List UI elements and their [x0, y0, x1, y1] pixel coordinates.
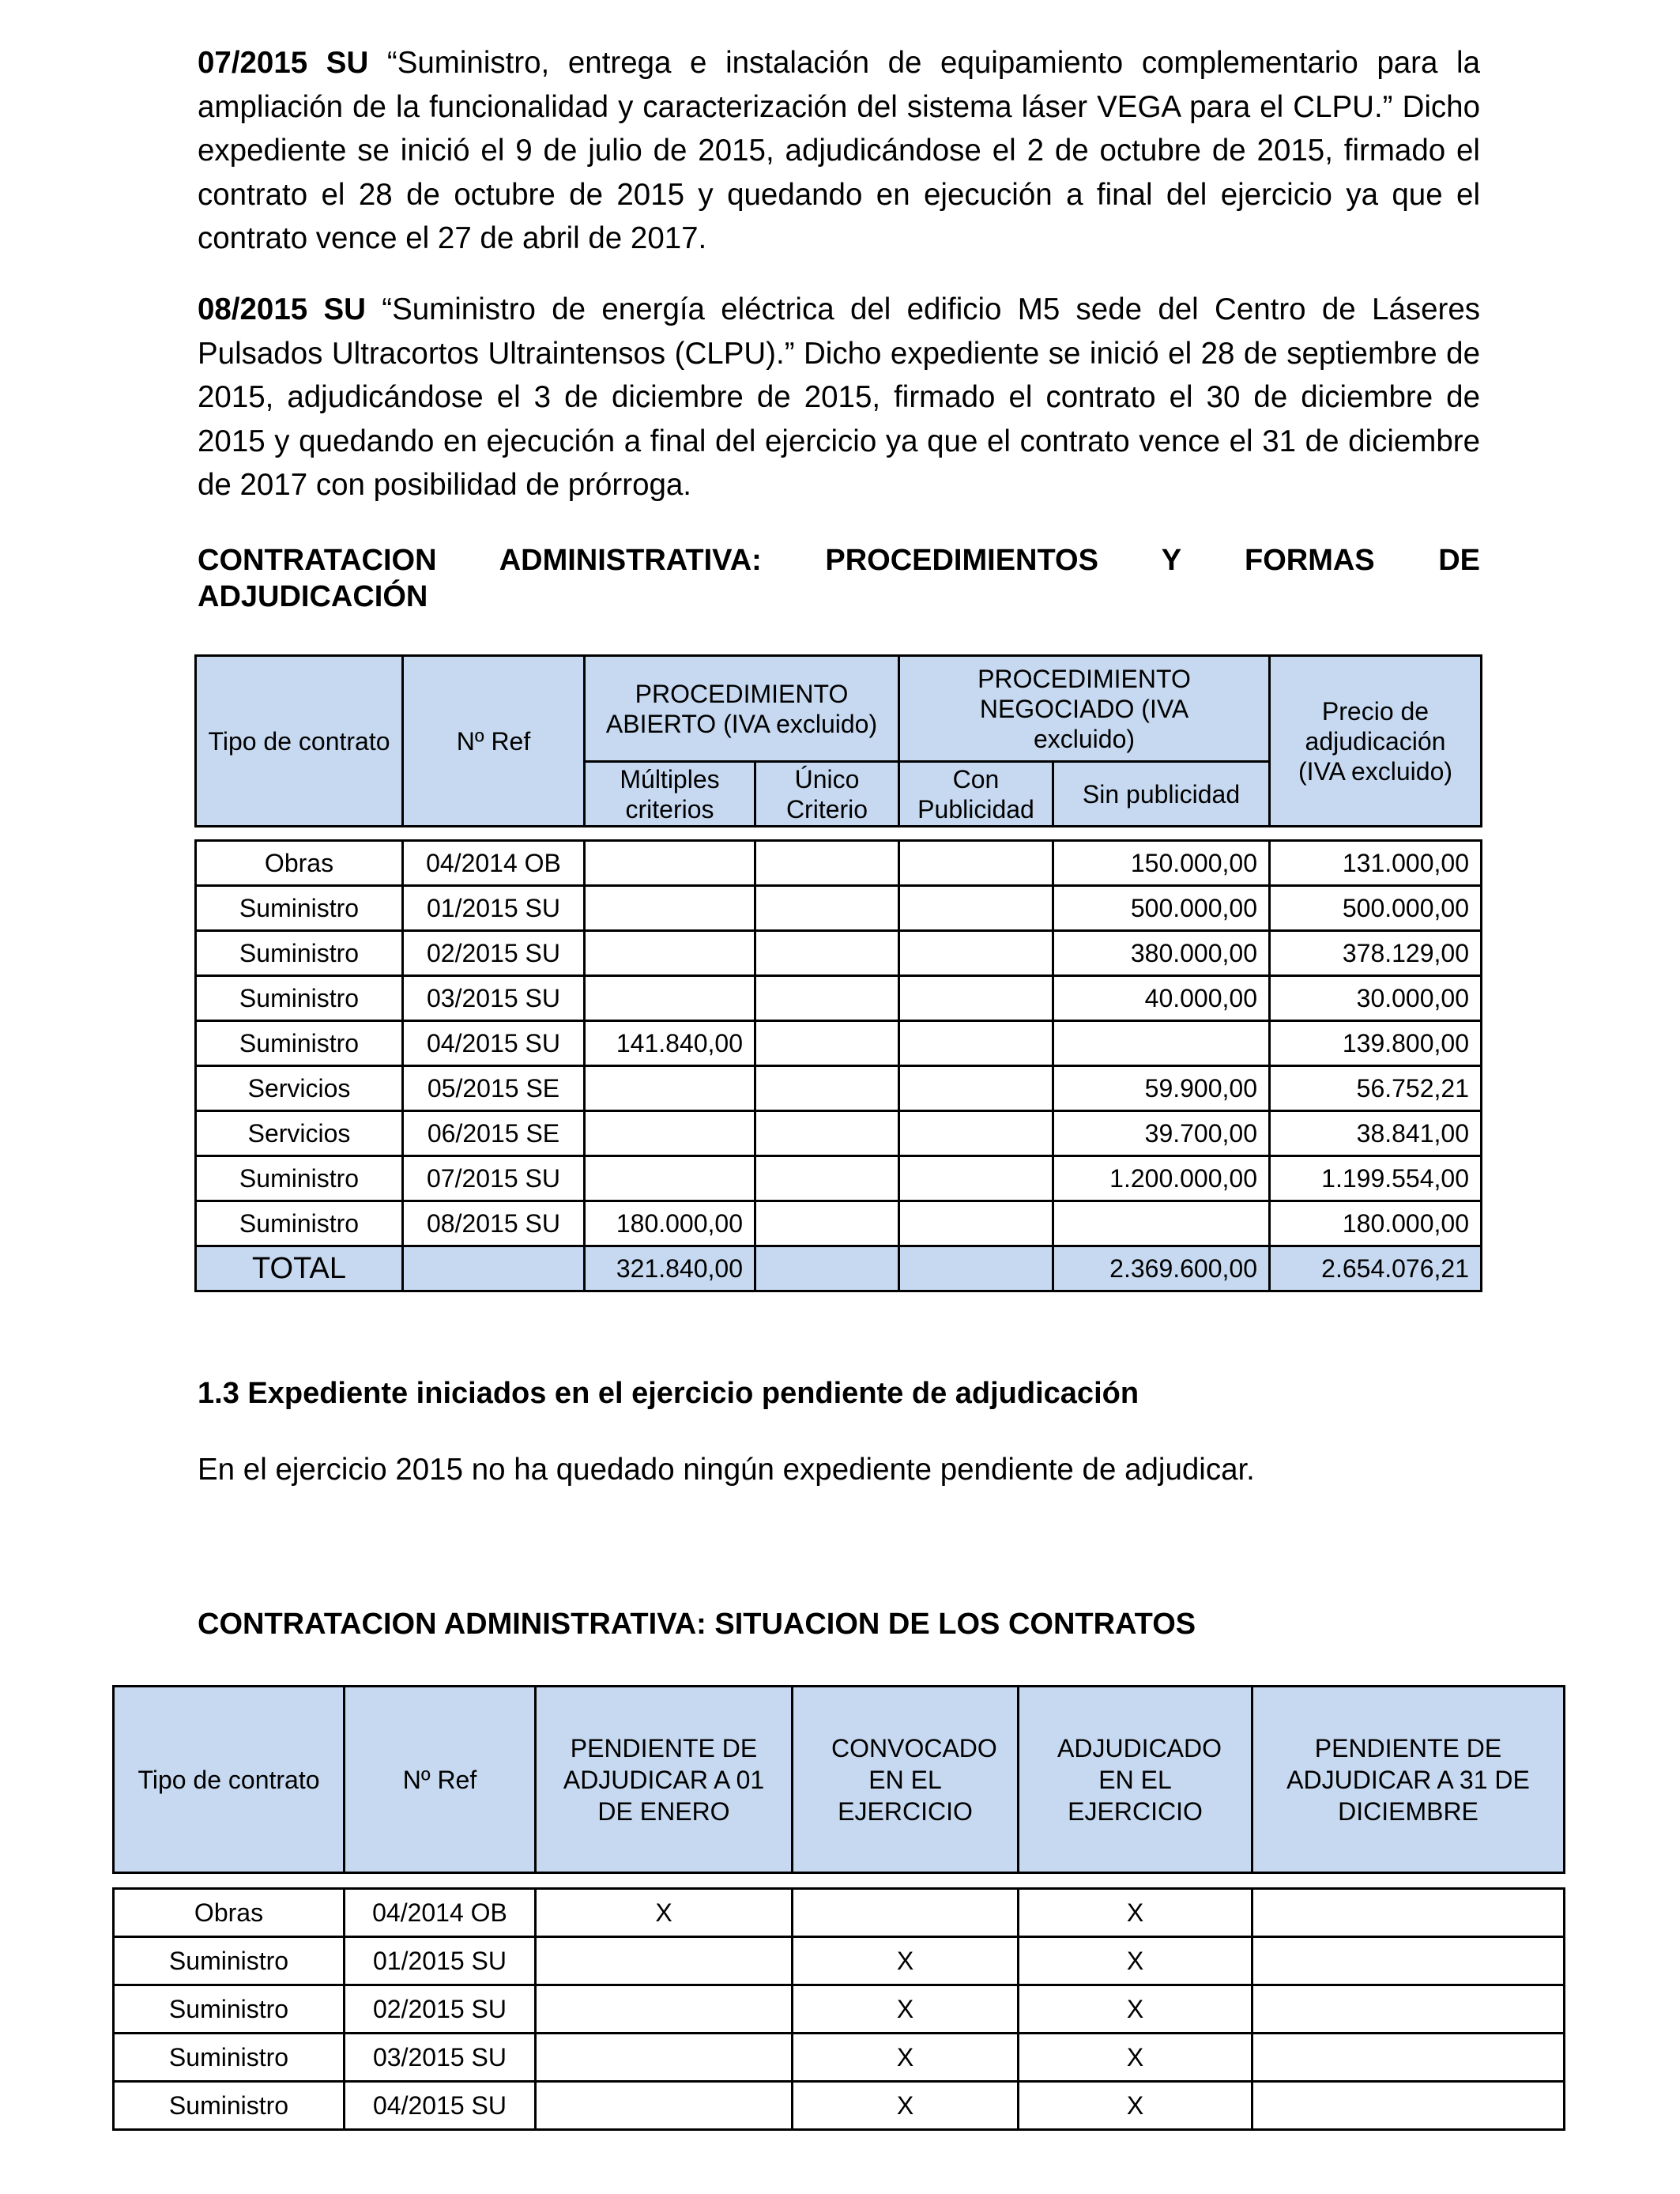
- cell-unico: [755, 1156, 899, 1201]
- cell-unico: [755, 1021, 899, 1066]
- paragraph-ref: 07/2015 SU: [198, 46, 369, 80]
- cell-multiples: [585, 976, 755, 1021]
- cell-multiples: [585, 1066, 755, 1111]
- cell-unico: [755, 1111, 899, 1156]
- table-row: [196, 1066, 1482, 1111]
- total-sin: 2.369.600,00: [1053, 1246, 1270, 1291]
- cell-pend_enero: [536, 1937, 793, 1985]
- cell-precio: 56.752,21: [1270, 1066, 1482, 1111]
- cell-ref: 05/2015 SE: [403, 1066, 585, 1111]
- cell-pend_enero: X: [536, 1889, 793, 1937]
- situation-table-header: [112, 1685, 1565, 1874]
- cell-tipo: Obras: [114, 1889, 345, 1937]
- cell-pend_dic: [1252, 1889, 1565, 1937]
- cell-tipo: Servicios: [196, 1066, 403, 1111]
- cell-con: [899, 1021, 1053, 1066]
- cell-precio: 500.000,00: [1270, 886, 1482, 931]
- cell-tipo: Suministro: [114, 1937, 345, 1985]
- paragraph-text: “Suministro de energía eléctrica del edificio M5 sede del Centro de Láseres Pulsados Ultracortos Ultraintensos (CLPU).” Dicho expediente se inició el 28 de septiembre de 2015, adjudicándose el 3 de diciembre de 2015, firmado el contrato el 30 de diciembre de 2015 y quedando en ejecución a final del ejercicio ya que el contrato vence el 31 de diciembre de 2017 con posibilidad de prórroga.: [198, 292, 1480, 502]
- cell-convocado: X: [793, 1937, 1019, 1985]
- cell-sin: 40.000,00: [1053, 976, 1270, 1021]
- cell-tipo: Suministro: [114, 2082, 345, 2130]
- procedures-table: [194, 839, 1482, 1292]
- header-sin-publicidad: Sin publicidad: [1053, 762, 1270, 827]
- paragraph-08-2015: [198, 288, 1480, 507]
- header-convocado: CONVOCADO EN EL EJERCICIO: [793, 1687, 1019, 1873]
- cell-sin: 380.000,00: [1053, 931, 1270, 976]
- total-multiples: 321.840,00: [585, 1246, 755, 1291]
- cell-convocado: [793, 1889, 1019, 1937]
- table-row: [196, 1021, 1482, 1066]
- total-empty-cell: [403, 1246, 585, 1291]
- cell-tipo: Suministro: [196, 886, 403, 931]
- cell-sin: 150.000,00: [1053, 841, 1270, 886]
- heading-line: CONTRATACION ADMINISTRATIVA: PROCEDIMIENTOS Y FORMAS DE: [198, 544, 1480, 577]
- cell-unico: [755, 976, 899, 1021]
- total-empty-cell: [899, 1246, 1053, 1291]
- cell-multiples: 141.840,00: [585, 1021, 755, 1066]
- header-ref: Nº Ref: [345, 1687, 536, 1873]
- cell-adjudicado: X: [1019, 1937, 1252, 1985]
- cell-pend_enero: [536, 2034, 793, 2082]
- paragraph-text: “Suministro, entrega e instalación de equipamiento complementario para la ampliación de la funcionalidad y caracterización del sistema láser VEGA para el CLPU.” Dicho expediente se inició el 9 de julio de 2015, adjudicándose el 2 de octubre de 2015, firmado el contrato el 28 de octubre de 2015 y quedando en ejecución a final del ejercicio ya que el contrato vence el 27 de abril de 2017.: [198, 46, 1480, 255]
- cell-adjudicado: X: [1019, 1985, 1252, 2034]
- cell-unico: [755, 841, 899, 886]
- cell-ref: 02/2015 SU: [403, 931, 585, 976]
- table-row: [196, 1201, 1482, 1246]
- paragraph-07-2015: [198, 41, 1480, 261]
- cell-con: [899, 886, 1053, 931]
- cell-ref: 04/2014 OB: [403, 841, 585, 886]
- table-row: [196, 1156, 1482, 1201]
- cell-unico: [755, 886, 899, 931]
- table-row: [114, 1937, 1565, 1985]
- cell-tipo: Suministro: [114, 1985, 345, 2034]
- cell-unico: [755, 1066, 899, 1111]
- cell-ref: 01/2015 SU: [345, 1937, 536, 1985]
- cell-precio: 38.841,00: [1270, 1111, 1482, 1156]
- cell-precio: 131.000,00: [1270, 841, 1482, 886]
- cell-tipo: Suministro: [196, 1021, 403, 1066]
- cell-tipo: Obras: [196, 841, 403, 886]
- table-row: [114, 1985, 1565, 2034]
- cell-tipo: Suministro: [196, 1201, 403, 1246]
- cell-ref: 08/2015 SU: [403, 1201, 585, 1246]
- header-multiples: Múltiples criterios: [585, 762, 755, 827]
- header-negociado: PROCEDIMIENTO NEGOCIADO (IVA excluido): [899, 656, 1270, 762]
- header-precio: Precio de adjudicación (IVA excluido): [1270, 656, 1482, 827]
- heading-line: ADJUDICACIÓN: [198, 580, 428, 613]
- cell-precio: 180.000,00: [1270, 1201, 1482, 1246]
- cell-tipo: Suministro: [196, 1156, 403, 1201]
- procedures-table-body: [196, 841, 1482, 1291]
- procedures-table-header: [194, 654, 1482, 827]
- cell-adjudicado: X: [1019, 1889, 1252, 1937]
- cell-ref: 04/2015 SU: [403, 1021, 585, 1066]
- cell-pend_dic: [1252, 2034, 1565, 2082]
- cell-unico: [755, 931, 899, 976]
- total-label: TOTAL: [196, 1246, 403, 1291]
- cell-con: [899, 1156, 1053, 1201]
- cell-ref: 04/2015 SU: [345, 2082, 536, 2130]
- section-1-3-text: En el ejercicio 2015 no ha quedado ningún expediente pendiente de adjudicar.: [198, 1453, 1255, 1487]
- cell-ref: 02/2015 SU: [345, 1985, 536, 2034]
- situation-table: [112, 1887, 1565, 2131]
- cell-multiples: 180.000,00: [585, 1201, 755, 1246]
- section-title-1-3: 1.3 Expediente iniciados en el ejercicio pendiente de adjudicación: [198, 1377, 1139, 1410]
- cell-ref: 04/2014 OB: [345, 1889, 536, 1937]
- cell-pend_enero: [536, 1985, 793, 2034]
- cell-adjudicado: X: [1019, 2082, 1252, 2130]
- table-row: [196, 886, 1482, 931]
- cell-sin: [1053, 1201, 1270, 1246]
- cell-sin: 59.900,00: [1053, 1066, 1270, 1111]
- cell-ref: 03/2015 SU: [403, 976, 585, 1021]
- cell-precio: 30.000,00: [1270, 976, 1482, 1021]
- cell-ref: 03/2015 SU: [345, 2034, 536, 2082]
- cell-con: [899, 976, 1053, 1021]
- cell-pend_enero: [536, 2082, 793, 2130]
- cell-multiples: [585, 931, 755, 976]
- cell-pend_dic: [1252, 1937, 1565, 1985]
- table-row: [196, 931, 1482, 976]
- table-row: [196, 1111, 1482, 1156]
- table-row: [196, 976, 1482, 1021]
- cell-pend_dic: [1252, 2082, 1565, 2130]
- cell-tipo: Suministro: [196, 931, 403, 976]
- cell-adjudicado: X: [1019, 2034, 1252, 2082]
- header-abierto: PROCEDIMIENTO ABIERTO (IVA excluido): [585, 656, 899, 762]
- total-precio: 2.654.076,21: [1270, 1246, 1482, 1291]
- total-empty-cell: [755, 1246, 899, 1291]
- table-row: [114, 2082, 1565, 2130]
- cell-tipo: Servicios: [196, 1111, 403, 1156]
- header-pendiente-enero: PENDIENTE DE ADJUDICAR A 01 DE ENERO: [536, 1687, 793, 1873]
- section-heading-procedimientos: [198, 542, 1480, 615]
- header-ref: Nº Ref: [403, 656, 585, 827]
- header-adjudicado: ADJUDICADO EN EL EJERCICIO: [1019, 1687, 1252, 1873]
- cell-precio: 1.199.554,00: [1270, 1156, 1482, 1201]
- cell-tipo: Suministro: [114, 2034, 345, 2082]
- cell-sin: 1.200.000,00: [1053, 1156, 1270, 1201]
- cell-multiples: [585, 1111, 755, 1156]
- table-row: [114, 1889, 1565, 1937]
- cell-convocado: X: [793, 1985, 1019, 2034]
- cell-sin: 39.700,00: [1053, 1111, 1270, 1156]
- cell-con: [899, 931, 1053, 976]
- section-heading-situacion: CONTRATACION ADMINISTRATIVA: SITUACION DE LOS CONTRATOS: [198, 1608, 1196, 1641]
- cell-con: [899, 1111, 1053, 1156]
- cell-ref: 06/2015 SE: [403, 1111, 585, 1156]
- header-pendiente-diciembre: PENDIENTE DE ADJUDICAR A 31 DE DICIEMBRE: [1252, 1687, 1565, 1873]
- cell-tipo: Suministro: [196, 976, 403, 1021]
- table-row: [114, 2034, 1565, 2082]
- cell-precio: 139.800,00: [1270, 1021, 1482, 1066]
- cell-precio: 378.129,00: [1270, 931, 1482, 976]
- situation-table-body: [114, 1889, 1565, 2130]
- cell-convocado: X: [793, 2082, 1019, 2130]
- cell-convocado: X: [793, 2034, 1019, 2082]
- cell-ref: 01/2015 SU: [403, 886, 585, 931]
- cell-unico: [755, 1201, 899, 1246]
- cell-multiples: [585, 1156, 755, 1201]
- header-tipo: Tipo de contrato: [114, 1687, 345, 1873]
- cell-ref: 07/2015 SU: [403, 1156, 585, 1201]
- cell-con: [899, 1066, 1053, 1111]
- table-row: [196, 841, 1482, 886]
- cell-multiples: [585, 841, 755, 886]
- paragraph-ref: 08/2015 SU: [198, 292, 366, 326]
- header-tipo: Tipo de contrato: [196, 656, 403, 827]
- cell-con: [899, 1201, 1053, 1246]
- cell-sin: 500.000,00: [1053, 886, 1270, 931]
- header-unico: Único Criterio: [755, 762, 899, 827]
- cell-multiples: [585, 886, 755, 931]
- header-con-publicidad: Con Publicidad: [899, 762, 1053, 827]
- total-row: [196, 1246, 1482, 1291]
- cell-con: [899, 841, 1053, 886]
- cell-pend_dic: [1252, 1985, 1565, 2034]
- cell-sin: [1053, 1021, 1270, 1066]
